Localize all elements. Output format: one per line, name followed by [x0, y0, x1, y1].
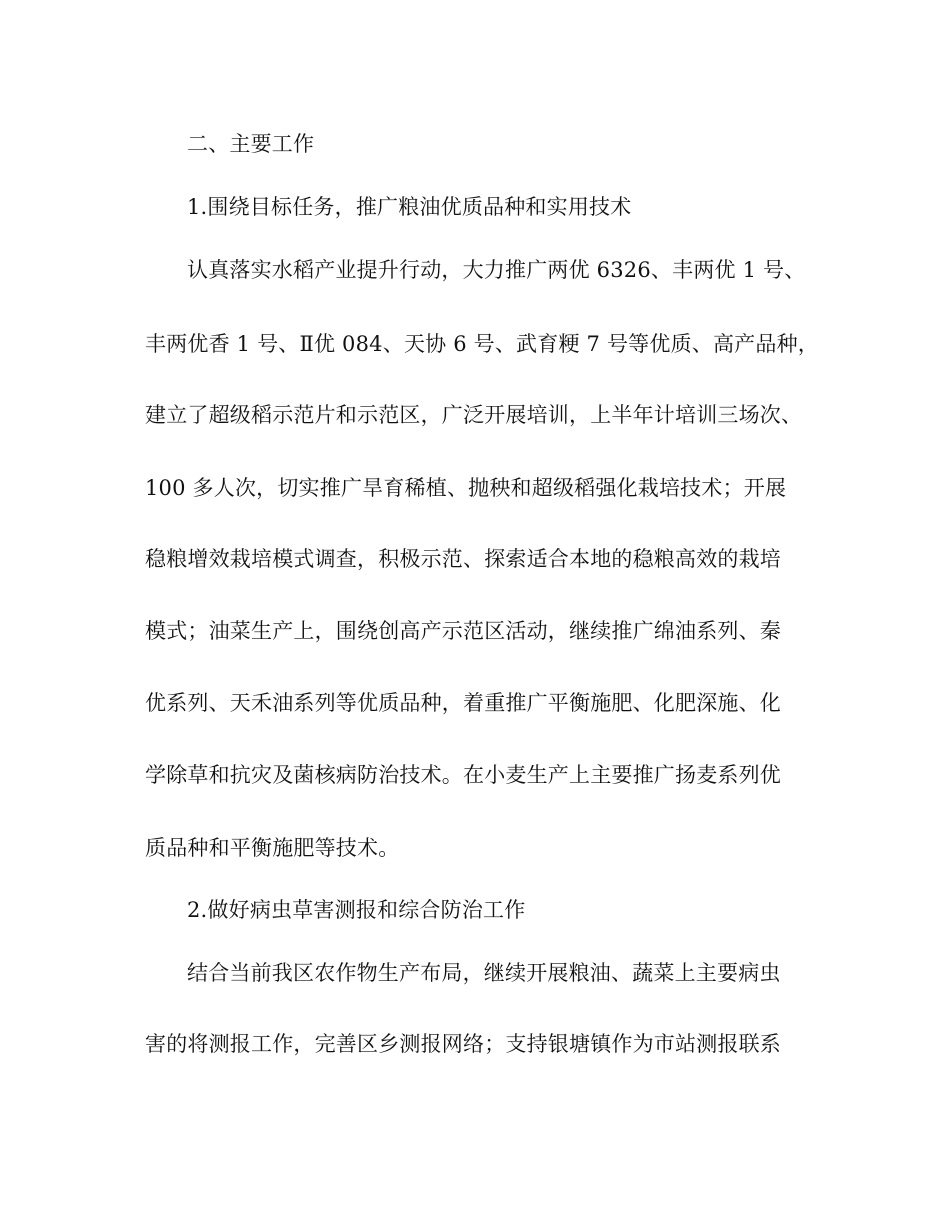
paragraph-line: 稳粮增效栽培模式调查，积极示范、探索适合本地的稳粮高效的栽培 [145, 547, 781, 571]
paragraph-line: 丰两优香 1 号、Ⅱ优 084、天协 6 号、武育粳 7 号等优质、高产品种， [145, 332, 819, 356]
paragraph-line: 建立了超级稻示范片和示范区，广泛开展培训，上半年计培训三场次、 [145, 403, 803, 427]
paragraph-line: 认真落实水稻产业提升行动，大力推广两优 6326、丰两优 1 号、 [187, 258, 806, 282]
paragraph-line: 害的将测报工作，完善区乡测报网络；支持银塘镇作为市站测报联系 [145, 1032, 781, 1056]
subheading-2: 2.做好病虫草害测报和综合防治工作 [187, 898, 526, 922]
subheading-1: 1.围绕目标任务，推广粮油优质品种和实用技术 [187, 195, 632, 219]
paragraph-line: 100 多人次，切实推广旱育稀植、抛秧和超级稻强化栽培技术；开展 [145, 476, 787, 500]
paragraph-line: 结合当前我区农作物生产布局，继续开展粮油、蔬菜上主要病虫 [187, 961, 781, 985]
section-heading: 二、主要工作 [187, 132, 315, 156]
paragraph-line: 模式；油菜生产上，围绕创高产示范区活动，继续推广绵油系列、秦 [145, 619, 781, 643]
paragraph-line: 学除草和抗灾及菌核病防治技术。在小麦生产上主要推广扬麦系列优 [145, 763, 781, 787]
paragraph-line: 质品种和平衡施肥等技术。 [145, 836, 400, 860]
paragraph-line: 优系列、天禾油系列等优质品种，着重推广平衡施肥、化肥深施、化 [145, 691, 781, 715]
